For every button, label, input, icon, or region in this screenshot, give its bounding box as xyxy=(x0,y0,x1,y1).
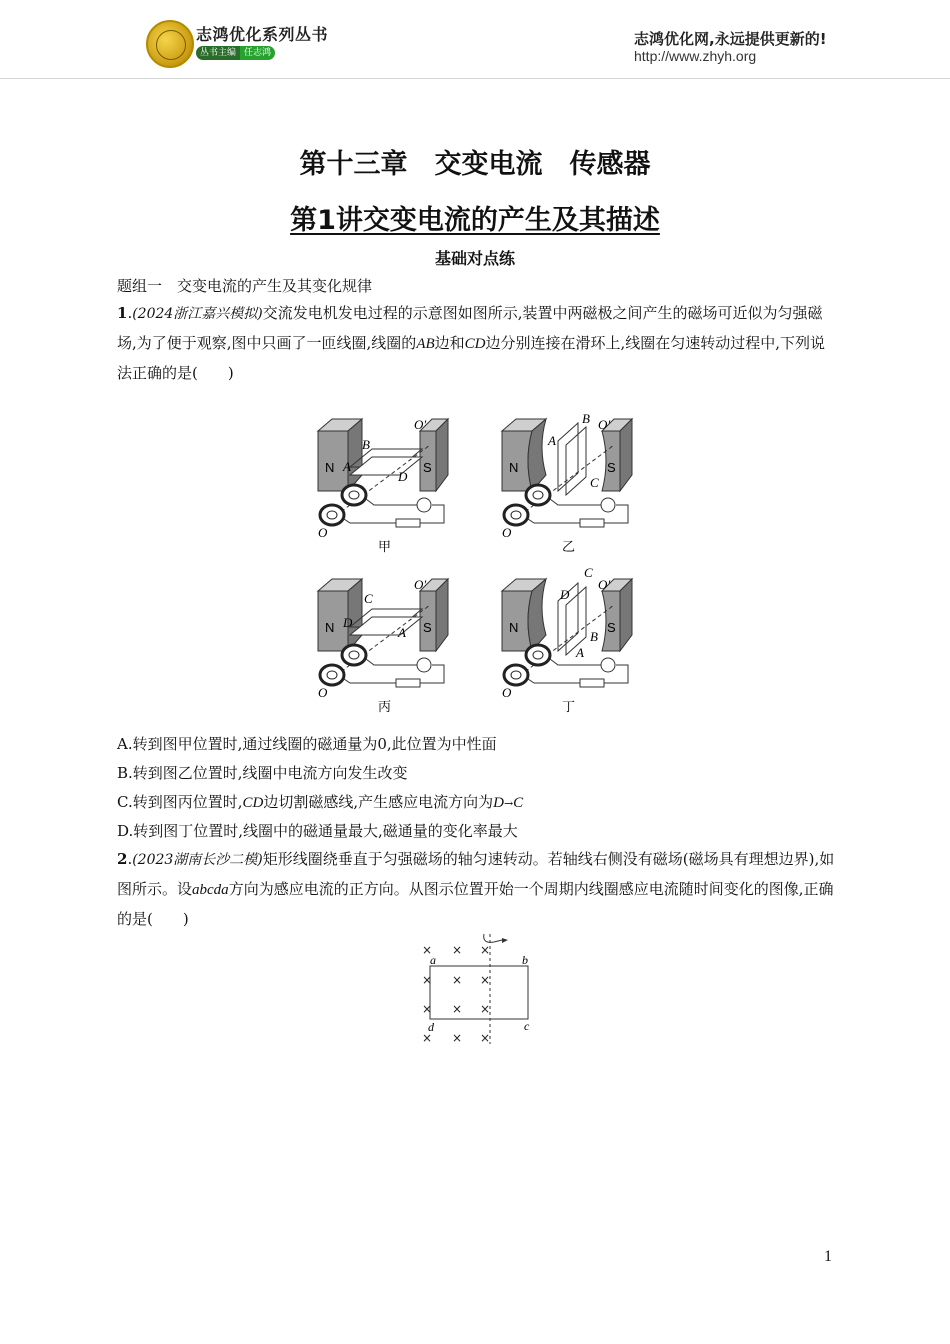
point-d: D xyxy=(493,795,504,811)
question-text: 边分别连接在滑环上,线圈在匀速转动过程中,下列说法正确的是( ) xyxy=(117,334,826,382)
coil-label: A xyxy=(343,459,351,474)
question-1: 1.(2024浙江嘉兴模拟)交流发电机发电过程的示意图如图所示,装置中两磁极之间产生的磁场可近似为匀强磁场,为了便于观察,图中只画了一匝线圈,线圈的AB边和CD边分别连接在滑环上,线圈在匀速转动过程中,下列说法正确的是( ) xyxy=(117,304,826,382)
coil-label: D xyxy=(398,469,408,484)
field-mark: × xyxy=(422,1031,433,1045)
pole-n: N xyxy=(509,460,519,475)
field-mark: × xyxy=(422,973,433,987)
axis-label: O xyxy=(502,525,512,540)
field-mark: × xyxy=(480,973,491,987)
option-b: B.转到图乙位置时,线圈中电流方向发生改变 xyxy=(117,764,408,782)
corner-label: a xyxy=(430,953,436,967)
question-text: 方向为感应电流的正方向。从图示位置开始一个周期内线圈感应电流随时间变化的图像,正确的是( ) xyxy=(117,880,834,928)
pole-n: N xyxy=(325,620,335,635)
axis-label: O xyxy=(318,685,328,700)
field-mark: × xyxy=(452,973,463,987)
series-title: 志鸿优化系列丛书 xyxy=(196,25,329,44)
corner-label: b xyxy=(522,953,528,967)
axis-label: O′ xyxy=(414,577,427,592)
direction-arrow: → xyxy=(503,797,514,810)
panel-label: 乙 xyxy=(562,540,576,555)
pole-s: S xyxy=(607,620,616,635)
axis-label: O′ xyxy=(598,417,611,432)
header-slogan: 志鸿优化网,永远提供更新的! xyxy=(634,30,827,48)
corner-label: d xyxy=(428,1020,434,1034)
option-text: 边切割磁感线,产生感应电流方向为 xyxy=(263,793,494,811)
axis-label: O xyxy=(318,525,328,540)
panel-label: 甲 xyxy=(378,540,392,555)
publisher-logo xyxy=(146,20,194,68)
field-mark: × xyxy=(422,943,433,957)
generator-figure xyxy=(310,405,650,715)
coil-label: B xyxy=(582,411,590,426)
question-number: 2 xyxy=(117,850,128,868)
option-a: A.转到图甲位置时,通过线圈的磁通量为0,此位置为中性面 xyxy=(117,735,497,753)
coil-label: A xyxy=(576,645,584,660)
side-cd: CD xyxy=(464,336,486,352)
question-text: 交流发电机发电过程的示意图如图所示,装置中两磁极之间产生的磁场可近似为匀强磁场,为了便于观察,图中只画了一匝线圈,线圈的 xyxy=(117,304,823,352)
coil-label: D xyxy=(343,615,353,630)
field-mark: × xyxy=(480,1031,491,1045)
editor-name: 任志鸿 xyxy=(240,46,275,60)
editor-label: 丛书主编 xyxy=(196,46,240,60)
question-source: (2024浙江嘉兴模拟) xyxy=(132,306,263,322)
point-c: C xyxy=(513,795,524,811)
page-header xyxy=(0,0,950,80)
pole-s: S xyxy=(423,620,432,635)
field-mark: × xyxy=(480,1002,491,1016)
coil-label: B xyxy=(362,437,370,452)
question-2: 2.(2023湖南长沙二模)矩形线圈绕垂直于匀强磁场的轴匀速转动。若轴线右侧没有磁场(磁场具有理想边界),如图所示。设abcda方向为感应电流的正方向。从图示位置开始一个周期内线圈感应电流随时间变化的图像,正确的是( ) xyxy=(117,850,835,928)
axis-label: O′ xyxy=(598,577,611,592)
pole-s: S xyxy=(423,460,432,475)
option-text: C.转到图丙位置时, xyxy=(117,793,243,811)
coil-label: A xyxy=(548,433,556,448)
option-d: D.转到图丁位置时,线圈中的磁通量最大,磁通量的变化率最大 xyxy=(117,822,518,840)
pole-s: S xyxy=(607,460,616,475)
page-number: 1 xyxy=(824,1248,832,1265)
corner-label: c xyxy=(524,1019,530,1033)
chapter-title: 第十三章 交变电流 传感器 xyxy=(299,149,651,180)
header-divider xyxy=(0,78,950,79)
field-mark: × xyxy=(480,943,491,957)
question-source: (2023湖南长沙二模) xyxy=(132,852,263,868)
coil-label: A xyxy=(398,625,406,640)
current-direction: abcda xyxy=(192,882,229,898)
panel-label: 丙 xyxy=(378,700,392,715)
question-text: 边和 xyxy=(434,334,465,352)
field-mark: × xyxy=(452,943,463,957)
editor-badge xyxy=(196,46,275,60)
question-number: 1 xyxy=(117,304,128,322)
coil-label: C xyxy=(584,565,593,580)
section-title: 基础对点练 xyxy=(434,249,515,268)
pole-n: N xyxy=(509,620,519,635)
group-title: 题组一 交变电流的产生及其变化规律 xyxy=(117,277,373,295)
coil-label: C xyxy=(590,475,599,490)
side-cd: CD xyxy=(242,795,264,811)
coil-label: B xyxy=(590,629,598,644)
axis-label: O′ xyxy=(414,417,427,432)
header-url[interactable]: http://www.zhyh.org xyxy=(634,48,757,64)
field-mark: × xyxy=(452,1002,463,1016)
coil-field-figure xyxy=(416,928,536,1046)
option-c xyxy=(117,791,523,812)
axis-label: O xyxy=(502,685,512,700)
pole-n: N xyxy=(325,460,335,475)
question-text: 矩形线圈绕垂直于匀强磁场的轴匀速转动。若轴线右侧没有磁场(磁场具有理想边界),如图所示。设 xyxy=(117,850,835,898)
lesson-title xyxy=(0,198,950,237)
coil-label: C xyxy=(364,591,373,606)
lesson-title-text: 第1讲交变电流的产生及其描述 xyxy=(290,205,660,236)
field-mark: × xyxy=(422,1002,433,1016)
side-ab: AB xyxy=(416,336,435,352)
field-mark: × xyxy=(452,1031,463,1045)
coil-label: D xyxy=(560,587,570,602)
panel-label: 丁 xyxy=(562,700,576,715)
